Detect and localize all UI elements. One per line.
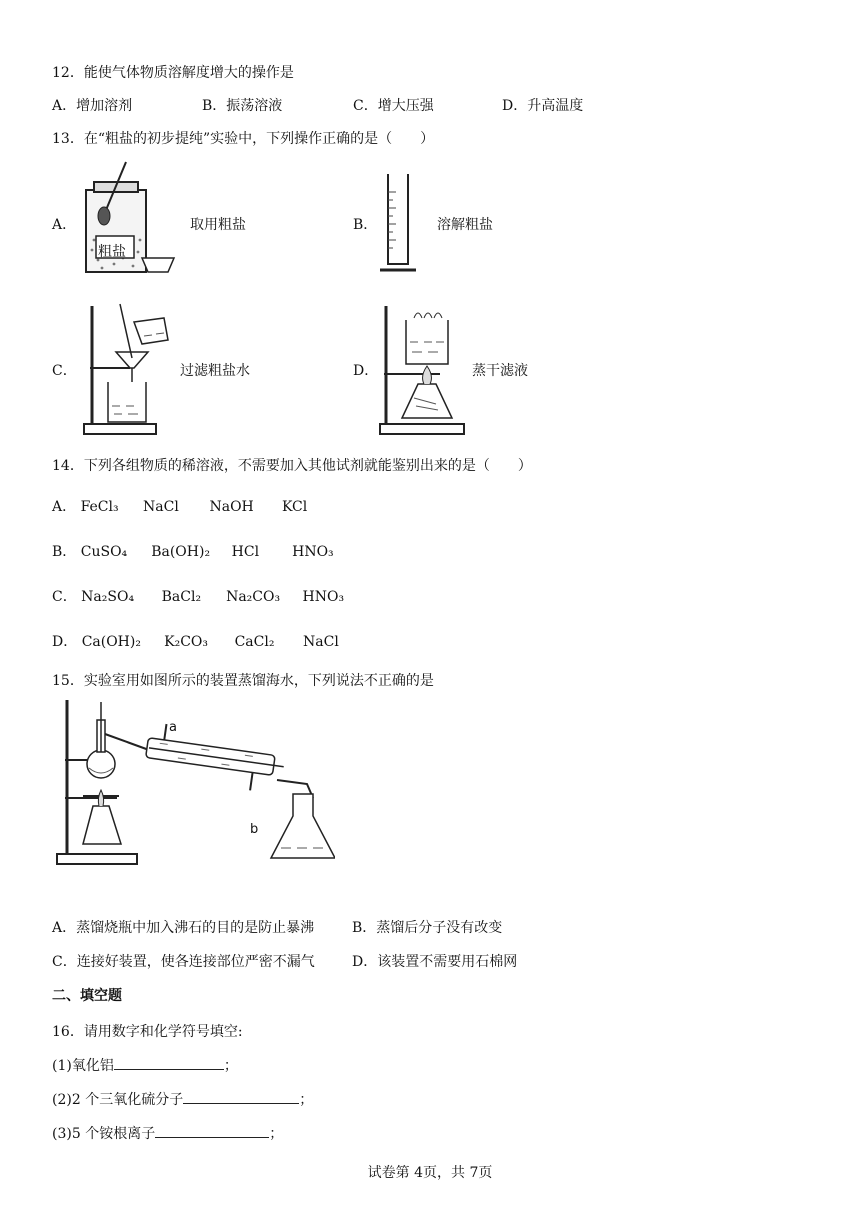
q15-option-d[interactable]: D．该装置不需要用石棉网 (352, 954, 518, 970)
formula: CuSO₄ (80, 544, 128, 560)
punct: ； (299, 1092, 314, 1108)
punct: ； (269, 1126, 284, 1142)
q15-option-c[interactable]: C．连接好装置，使各连接部位严密不漏气 (52, 954, 315, 970)
q14-c-letter: C． (52, 589, 77, 605)
graduated-cylinder-figure (378, 172, 418, 274)
q12-option-c[interactable]: C．增大压强 (353, 98, 434, 114)
formula: HNO₃ (292, 544, 334, 560)
q15-stem: 15．实验室用如图所示的装置蒸馏海水，下列说法不正确的是 (52, 673, 434, 689)
q16-item-1 (52, 1055, 238, 1075)
formula: HNO₃ (302, 589, 345, 605)
q16-item-3 (52, 1123, 283, 1143)
q14-stem: 14．下列各组物质的稀溶液，不需要加入其他试剂就能鉴别出来的是（ ） (52, 458, 532, 474)
page-footer: 试卷第 4页，共 7页 (367, 1165, 493, 1181)
q12-stem: 12．能使气体物质溶解度增大的操作是 (52, 65, 294, 81)
formula: NaCl (303, 634, 339, 650)
q16-item-1-text: (1)氧化铝 (52, 1058, 114, 1074)
q14-d-letter: D． (52, 634, 78, 650)
filtration-figure (82, 302, 174, 436)
q13-option-d-letter[interactable]: D． (353, 363, 379, 379)
q16-item-2-text: (2)2 个三氧化硫分子 (52, 1092, 184, 1108)
formula: HCl (231, 544, 260, 560)
reagent-bottle-figure (78, 160, 178, 280)
q15-option-b[interactable]: B．蒸馏后分子没有改变 (352, 920, 503, 936)
answer-blank-1[interactable] (114, 1055, 224, 1070)
formula: FeCl₃ (80, 499, 119, 515)
q13-option-a-letter[interactable]: A． (52, 217, 77, 233)
formula: NaOH (209, 499, 254, 515)
q14-option-d[interactable] (52, 631, 339, 651)
q13-option-a-caption: 取用粗盐 (190, 217, 246, 233)
q16-stem: 16．请用数字和化学符号填空: (52, 1024, 243, 1040)
q14-option-b[interactable] (52, 541, 334, 561)
q16-item-3-text: (3)5 个铵根离子 (52, 1126, 156, 1142)
q13-option-d-caption: 蒸干滤液 (472, 363, 528, 379)
label-a: a (169, 720, 177, 735)
label-b: b (250, 822, 259, 837)
q14-a-letter: A． (52, 499, 77, 515)
formula: BaCl₂ (161, 589, 202, 605)
q14-option-a[interactable] (52, 496, 307, 516)
section-heading: 二、填空题 (52, 988, 122, 1004)
formula: Na₂SO₄ (81, 589, 135, 605)
evaporation-figure (378, 302, 468, 436)
q14-option-c[interactable] (52, 586, 344, 606)
formula: Ba(OH)₂ (151, 544, 211, 560)
jar-label: 粗盐 (98, 244, 126, 260)
q16-item-2 (52, 1089, 313, 1109)
q13-option-c-letter[interactable]: C． (52, 363, 77, 379)
q13-option-b-letter[interactable]: B． (353, 217, 378, 233)
q13-option-b-caption: 溶解粗盐 (437, 217, 493, 233)
formula: KCl (281, 499, 308, 515)
formula: K₂CO₃ (164, 634, 209, 650)
q12-option-a[interactable]: A．增加溶剂 (52, 98, 133, 114)
formula: Na₂CO₃ (226, 589, 281, 605)
q13-option-c-caption: 过滤粗盐水 (180, 363, 250, 379)
formula: Ca(OH)₂ (81, 634, 141, 650)
q13-stem: 13．在“粗盐的初步提纯”实验中，下列操作正确的是（ ） (52, 131, 435, 147)
q15-option-a[interactable]: A．蒸馏烧瓶中加入沸石的目的是防止暴沸 (52, 920, 315, 936)
answer-blank-2[interactable] (183, 1089, 299, 1104)
q12-option-b[interactable]: B．振荡溶液 (202, 98, 283, 114)
answer-blank-3[interactable] (155, 1123, 269, 1138)
q12-option-d[interactable]: D．升高温度 (502, 98, 584, 114)
punct: ； (223, 1058, 238, 1074)
q14-b-letter: B． (52, 544, 77, 560)
formula: NaCl (143, 499, 179, 515)
distillation-apparatus-figure (55, 698, 335, 868)
formula: CaCl₂ (234, 634, 275, 650)
